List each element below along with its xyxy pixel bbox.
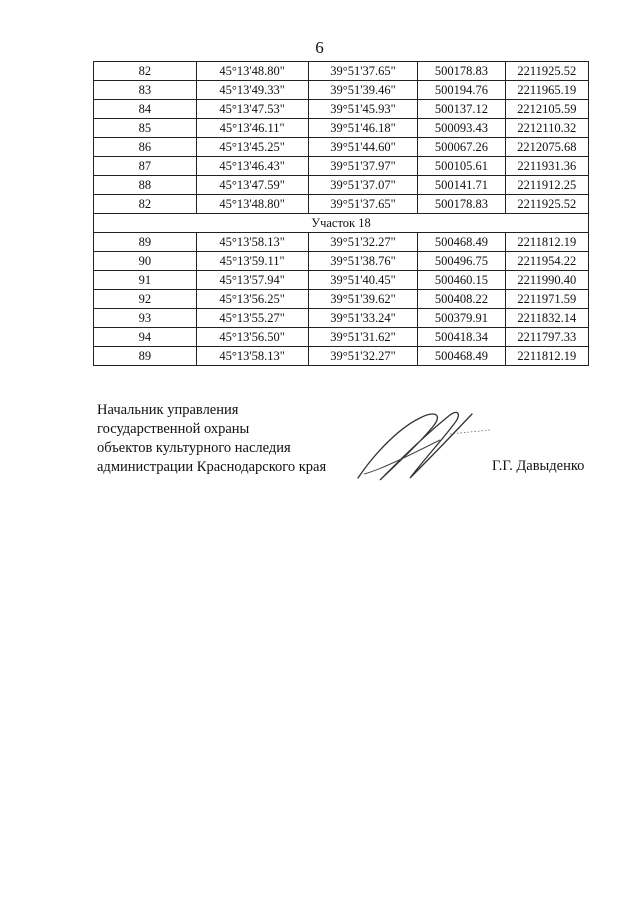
table-body-top	[94, 62, 589, 214]
table-row	[94, 157, 589, 176]
table-cell: 39°51'37.65"	[308, 62, 418, 81]
table-cell: 39°51'39.62"	[308, 290, 418, 309]
table-row	[94, 195, 589, 214]
table-cell: 45°13'46.11"	[196, 119, 308, 138]
table-cell: 39°51'37.65"	[308, 195, 418, 214]
table-cell: 39°51'46.18"	[308, 119, 418, 138]
table-cell: 500141.71	[418, 176, 505, 195]
table-cell: 45°13'45.25"	[196, 138, 308, 157]
table-cell: 89	[94, 233, 197, 252]
table-cell: 500137.12	[418, 100, 505, 119]
table-cell: 39°51'45.93"	[308, 100, 418, 119]
table-cell: 82	[94, 62, 197, 81]
table-cell: 2212105.59	[505, 100, 588, 119]
table-cell: 2211971.59	[505, 290, 588, 309]
signatory-title-line: Начальник управления	[97, 402, 239, 418]
table-cell: 39°51'38.76"	[308, 252, 418, 271]
table-cell: 2211797.33	[505, 328, 588, 347]
table-cell: 2211925.52	[505, 62, 588, 81]
table-cell: 2211912.25	[505, 176, 588, 195]
table-cell: 500468.49	[418, 347, 505, 366]
table-cell: 45°13'59.11"	[196, 252, 308, 271]
table-row	[94, 100, 589, 119]
table-body-bottom	[94, 233, 589, 366]
handwritten-signature	[350, 400, 500, 490]
table-cell: 93	[94, 309, 197, 328]
table-cell: 86	[94, 138, 197, 157]
table-cell: 45°13'48.80"	[196, 62, 308, 81]
table-cell: 90	[94, 252, 197, 271]
table-cell: 92	[94, 290, 197, 309]
table-row	[94, 271, 589, 290]
table-cell: 88	[94, 176, 197, 195]
table-cell: 83	[94, 81, 197, 100]
table-cell: 84	[94, 100, 197, 119]
table-cell: 39°51'31.62"	[308, 328, 418, 347]
table-row	[94, 328, 589, 347]
table-row	[94, 81, 589, 100]
table-row	[94, 290, 589, 309]
table-cell: 500379.91	[418, 309, 505, 328]
table-cell: 89	[94, 347, 197, 366]
table-cell: 39°51'39.46"	[308, 81, 418, 100]
table-section	[94, 214, 589, 233]
table-cell: 2211832.14	[505, 309, 588, 328]
coordinates-table	[93, 61, 589, 366]
signatory-title	[97, 401, 326, 477]
table-cell: 39°51'44.60"	[308, 138, 418, 157]
table-cell: 2211990.40	[505, 271, 588, 290]
table-cell: 2211812.19	[505, 233, 588, 252]
table-row	[94, 309, 589, 328]
table-cell: 45°13'58.13"	[196, 347, 308, 366]
table-cell: 45°13'57.94"	[196, 271, 308, 290]
table-cell: 2211954.22	[505, 252, 588, 271]
table-cell: 39°51'32.27"	[308, 347, 418, 366]
table-cell: 82	[94, 195, 197, 214]
table-cell: 500468.49	[418, 233, 505, 252]
table-cell: 45°13'55.27"	[196, 309, 308, 328]
table-cell: 39°51'37.97"	[308, 157, 418, 176]
table-cell: 45°13'47.59"	[196, 176, 308, 195]
table-cell: 500105.61	[418, 157, 505, 176]
table-cell: 2211812.19	[505, 347, 588, 366]
table-cell: 45°13'46.43"	[196, 157, 308, 176]
signatory-title-line: государственной охраны	[97, 421, 250, 437]
table-row	[94, 176, 589, 195]
page-number: 6	[315, 38, 324, 57]
section-row	[94, 214, 589, 233]
table-row	[94, 252, 589, 271]
table-cell: 45°13'58.13"	[196, 233, 308, 252]
signatory-title-line: администрации Краснодарского края	[97, 459, 327, 475]
table-cell: 500418.34	[418, 328, 505, 347]
table-row	[94, 233, 589, 252]
table-row	[94, 347, 589, 366]
table-cell: 500408.22	[418, 290, 505, 309]
table-cell: 87	[94, 157, 197, 176]
table-cell: 2211965.19	[505, 81, 588, 100]
table-cell: 2212110.32	[505, 119, 588, 138]
table-cell: 500067.26	[418, 138, 505, 157]
table-cell: 500496.75	[418, 252, 505, 271]
signatory-name: Г.Г. Давыденко	[492, 458, 585, 474]
table-cell: 94	[94, 328, 197, 347]
table-cell: 45°13'56.25"	[196, 290, 308, 309]
table-cell: 500460.15	[418, 271, 505, 290]
table-cell: 91	[94, 271, 197, 290]
table-cell: 500194.76	[418, 81, 505, 100]
table-row	[94, 62, 589, 81]
table-cell: 45°13'48.80"	[196, 195, 308, 214]
table-cell: 500178.83	[418, 195, 505, 214]
section-label: Участок 18	[94, 214, 589, 233]
signatory-title-line: объектов культурного наследия	[97, 440, 291, 456]
table-cell: 45°13'49.33"	[196, 81, 308, 100]
table-cell: 39°51'32.27"	[308, 233, 418, 252]
table-cell: 85	[94, 119, 197, 138]
table-cell: 39°51'37.07"	[308, 176, 418, 195]
table-cell: 39°51'33.24"	[308, 309, 418, 328]
table-cell: 500093.43	[418, 119, 505, 138]
table-cell: 2211925.52	[505, 195, 588, 214]
table-cell: 2211931.36	[505, 157, 588, 176]
table-row	[94, 138, 589, 157]
table-cell: 39°51'40.45"	[308, 271, 418, 290]
table-cell: 2212075.68	[505, 138, 588, 157]
table-cell: 45°13'56.50"	[196, 328, 308, 347]
table-cell: 45°13'47.53"	[196, 100, 308, 119]
table-row	[94, 119, 589, 138]
table-cell: 500178.83	[418, 62, 505, 81]
